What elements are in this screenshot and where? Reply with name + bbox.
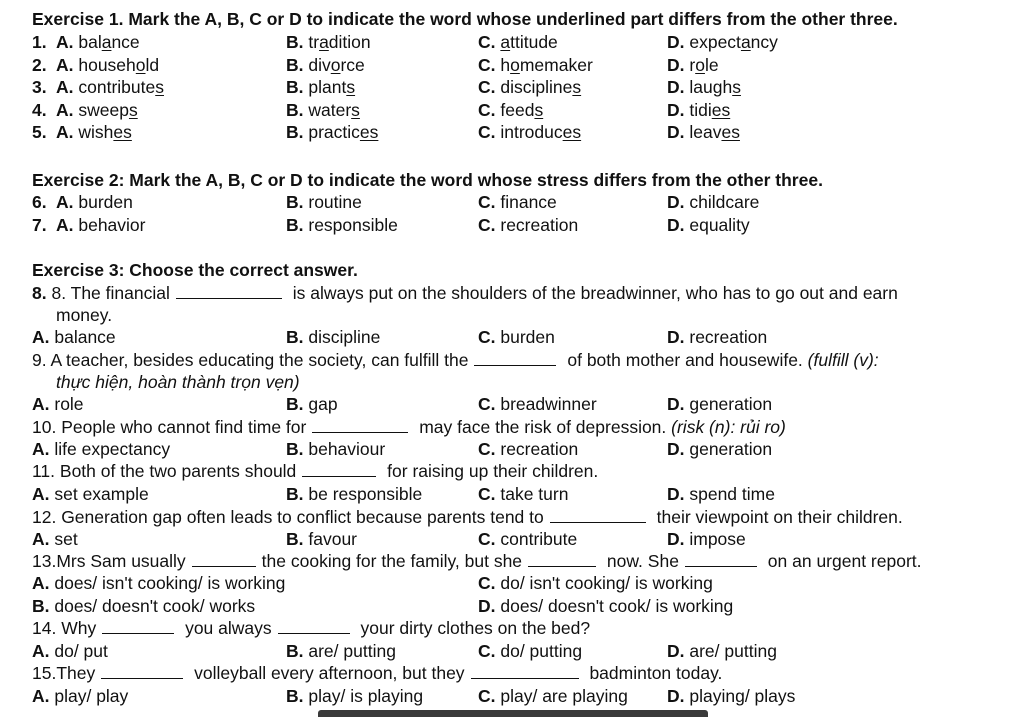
question-8-cont: money. xyxy=(56,305,113,325)
exercise-1-title: Exercise 1. Mark the A, B, C or D to indicate the word whose underlined part differs from the other three. xyxy=(32,9,898,29)
q12-option-b[interactable]: B. favour xyxy=(286,529,357,549)
q9-option-b[interactable]: B. gap xyxy=(286,394,338,414)
q11-option-b[interactable]: B. be responsible xyxy=(286,484,423,504)
question-15: 15.They volleyball every afternoon, but they badminton today. xyxy=(32,663,723,683)
underlined-part: o xyxy=(135,54,146,75)
viewer-scrollbar[interactable] xyxy=(318,710,708,717)
underlined-part: a xyxy=(319,32,329,52)
q14-option-b[interactable]: B. are/ putting xyxy=(286,641,396,661)
q1-number: 1. xyxy=(32,32,47,52)
q12-option-a[interactable]: A. set xyxy=(32,529,78,549)
q7-option-c[interactable]: C. recreation xyxy=(478,214,579,235)
q12-option-c[interactable]: C. contribute xyxy=(478,529,578,549)
q13-option-b[interactable]: B. does/ doesn't cook/ works xyxy=(32,596,256,616)
underlined-part: es xyxy=(113,122,132,142)
underlined-part: s xyxy=(346,77,356,97)
q3-option-b[interactable]: B. plants xyxy=(286,77,356,97)
q14-option-d[interactable]: D. are/ putting xyxy=(667,641,777,661)
q7-option-b[interactable]: B. responsible xyxy=(286,214,398,235)
q4-number: 4. xyxy=(32,99,47,120)
question-9: 9. A teacher, besides educating the society, can fulfill the of both mother and housewife. (fulfill (v): xyxy=(32,350,879,370)
underlined-part: o xyxy=(695,54,705,75)
q14-option-a[interactable]: A. do/ put xyxy=(32,641,108,661)
q15-option-a[interactable]: A. play/ play xyxy=(32,686,129,706)
q2-option-c[interactable]: C. homemaker xyxy=(478,54,593,75)
question-13: 13.Mrs Sam usually the cooking for the family, but she now. She on an urgent report. xyxy=(32,551,922,571)
answer-blank xyxy=(474,349,556,366)
q8-option-a[interactable]: A. balance xyxy=(32,327,116,347)
q5-option-b[interactable]: B. practices xyxy=(286,122,379,142)
q5-option-a[interactable]: A. wishes xyxy=(56,122,132,142)
question-11: 11. Both of the two parents should for raising up their children. xyxy=(32,461,599,481)
q8-option-b[interactable]: B. discipline xyxy=(286,327,381,347)
answer-blank xyxy=(101,662,183,679)
answer-blank xyxy=(176,282,282,299)
underlined-part: es xyxy=(359,122,379,142)
q11-option-a[interactable]: A. set example xyxy=(32,484,149,504)
q1-option-d[interactable]: D. expectancy xyxy=(667,32,778,52)
q3-number: 3. xyxy=(32,77,47,97)
q12-option-d[interactable]: D. impose xyxy=(667,529,746,549)
question-12: 12. Generation gap often leads to conflict because parents tend to their viewpoint on their children. xyxy=(32,507,903,527)
q2-option-d[interactable]: D. role xyxy=(667,54,719,75)
question-9-note: thực hiện, hoàn thành trọn vẹn) xyxy=(56,372,300,392)
q4-option-c[interactable]: C. feeds xyxy=(478,99,544,120)
q1-option-c[interactable]: C. attitude xyxy=(478,32,558,52)
q5-option-d[interactable]: D. leaves xyxy=(667,122,740,142)
q1-option-a[interactable]: A. balance xyxy=(56,32,140,52)
q3-option-c[interactable]: C. disciplines xyxy=(478,77,582,97)
answer-blank xyxy=(550,506,646,523)
q4-option-b[interactable]: B. waters xyxy=(286,99,360,120)
q9-option-c[interactable]: C. breadwinner xyxy=(478,394,597,414)
underlined-part: s xyxy=(572,77,582,97)
q9-option-d[interactable]: D. generation xyxy=(667,394,773,414)
exercise-2-title: Exercise 2: Mark the A, B, C or D to indicate the word whose stress differs from the other three. xyxy=(32,170,823,190)
underlined-part: o xyxy=(330,54,341,75)
q13-option-c[interactable]: C. do/ isn't cooking/ is working xyxy=(478,573,713,593)
q15-option-c[interactable]: C. play/ are playing xyxy=(478,686,628,706)
underlined-part: o xyxy=(510,54,520,75)
q7-number: 7. xyxy=(32,214,47,235)
q14-option-c[interactable]: C. do/ putting xyxy=(478,641,583,661)
q13-option-d[interactable]: D. does/ doesn't cook/ is working xyxy=(478,596,734,616)
q2-number: 2. xyxy=(32,54,47,75)
answer-blank xyxy=(685,550,757,567)
answer-blank xyxy=(302,460,376,477)
underlined-part: s xyxy=(534,99,544,120)
q1-option-b[interactable]: B. tradition xyxy=(286,32,371,52)
q2-option-a[interactable]: A. household xyxy=(56,54,160,75)
q5-option-c[interactable]: C. introduces xyxy=(478,122,582,142)
q6-option-d[interactable]: D. childcare xyxy=(667,192,760,212)
q15-option-b[interactable]: B. play/ is playing xyxy=(286,686,424,706)
underlined-part: s xyxy=(351,99,360,120)
q2-option-b[interactable]: B. divorce xyxy=(286,54,365,75)
q3-option-d[interactable]: D. laughs xyxy=(667,77,741,97)
answer-blank xyxy=(102,617,174,634)
q13-option-a[interactable]: A. does/ isn't cooking/ is working xyxy=(32,573,286,593)
q10-option-a[interactable]: A. life expectancy xyxy=(32,439,171,459)
underlined-part: es xyxy=(711,99,731,120)
underlined-part: s xyxy=(732,77,741,97)
q7-option-d[interactable]: D. equality xyxy=(667,214,750,235)
q6-option-c[interactable]: C. finance xyxy=(478,192,557,212)
underlined-part: a xyxy=(101,32,112,52)
q11-option-d[interactable]: D. spend time xyxy=(667,484,775,504)
q10-option-d[interactable]: D. generation xyxy=(667,439,773,459)
q8-option-c[interactable]: C. burden xyxy=(478,327,555,347)
q6-number: 6. xyxy=(32,192,47,212)
q4-option-d[interactable]: D. tidies xyxy=(667,99,731,120)
underlined-part: es xyxy=(562,122,582,142)
answer-blank xyxy=(471,662,579,679)
q8-option-d[interactable]: D. recreation xyxy=(667,327,768,347)
q3-option-a[interactable]: A. contributes xyxy=(56,77,164,97)
exercise-3-title: Exercise 3: Choose the correct answer. xyxy=(32,260,358,280)
underlined-part: s xyxy=(155,77,164,97)
q6-option-a[interactable]: A. burden xyxy=(56,192,133,212)
q10-option-c[interactable]: C. recreation xyxy=(478,439,579,459)
answer-blank xyxy=(312,416,408,433)
underlined-part: a xyxy=(500,32,511,52)
question-8: 8. 8. The financial is always put on the shoulders of the breadwinner, who has to go out and earn xyxy=(32,283,898,303)
answer-blank xyxy=(192,550,256,567)
answer-blank xyxy=(278,617,350,634)
question-10: 10. People who cannot find time for may face the risk of depression. (risk (n): rủi ro) xyxy=(32,417,786,437)
q11-option-c[interactable]: C. take turn xyxy=(478,484,569,504)
q7-option-a[interactable]: A. behavior xyxy=(56,214,146,235)
question-14: 14. Why you always your dirty clothes on the bed? xyxy=(32,618,591,638)
underlined-part: es xyxy=(721,122,740,142)
underlined-part: a xyxy=(740,32,751,52)
q9-option-a[interactable]: A. role xyxy=(32,394,84,414)
q6-option-b[interactable]: B. routine xyxy=(286,192,362,212)
q5-number: 5. xyxy=(32,122,47,142)
underlined-part: s xyxy=(128,99,138,120)
answer-blank xyxy=(528,550,596,567)
q10-option-b[interactable]: B. behaviour xyxy=(286,439,386,459)
q4-option-a[interactable]: A. sweeps xyxy=(56,99,138,120)
q15-option-d[interactable]: D. playing/ plays xyxy=(667,686,796,706)
